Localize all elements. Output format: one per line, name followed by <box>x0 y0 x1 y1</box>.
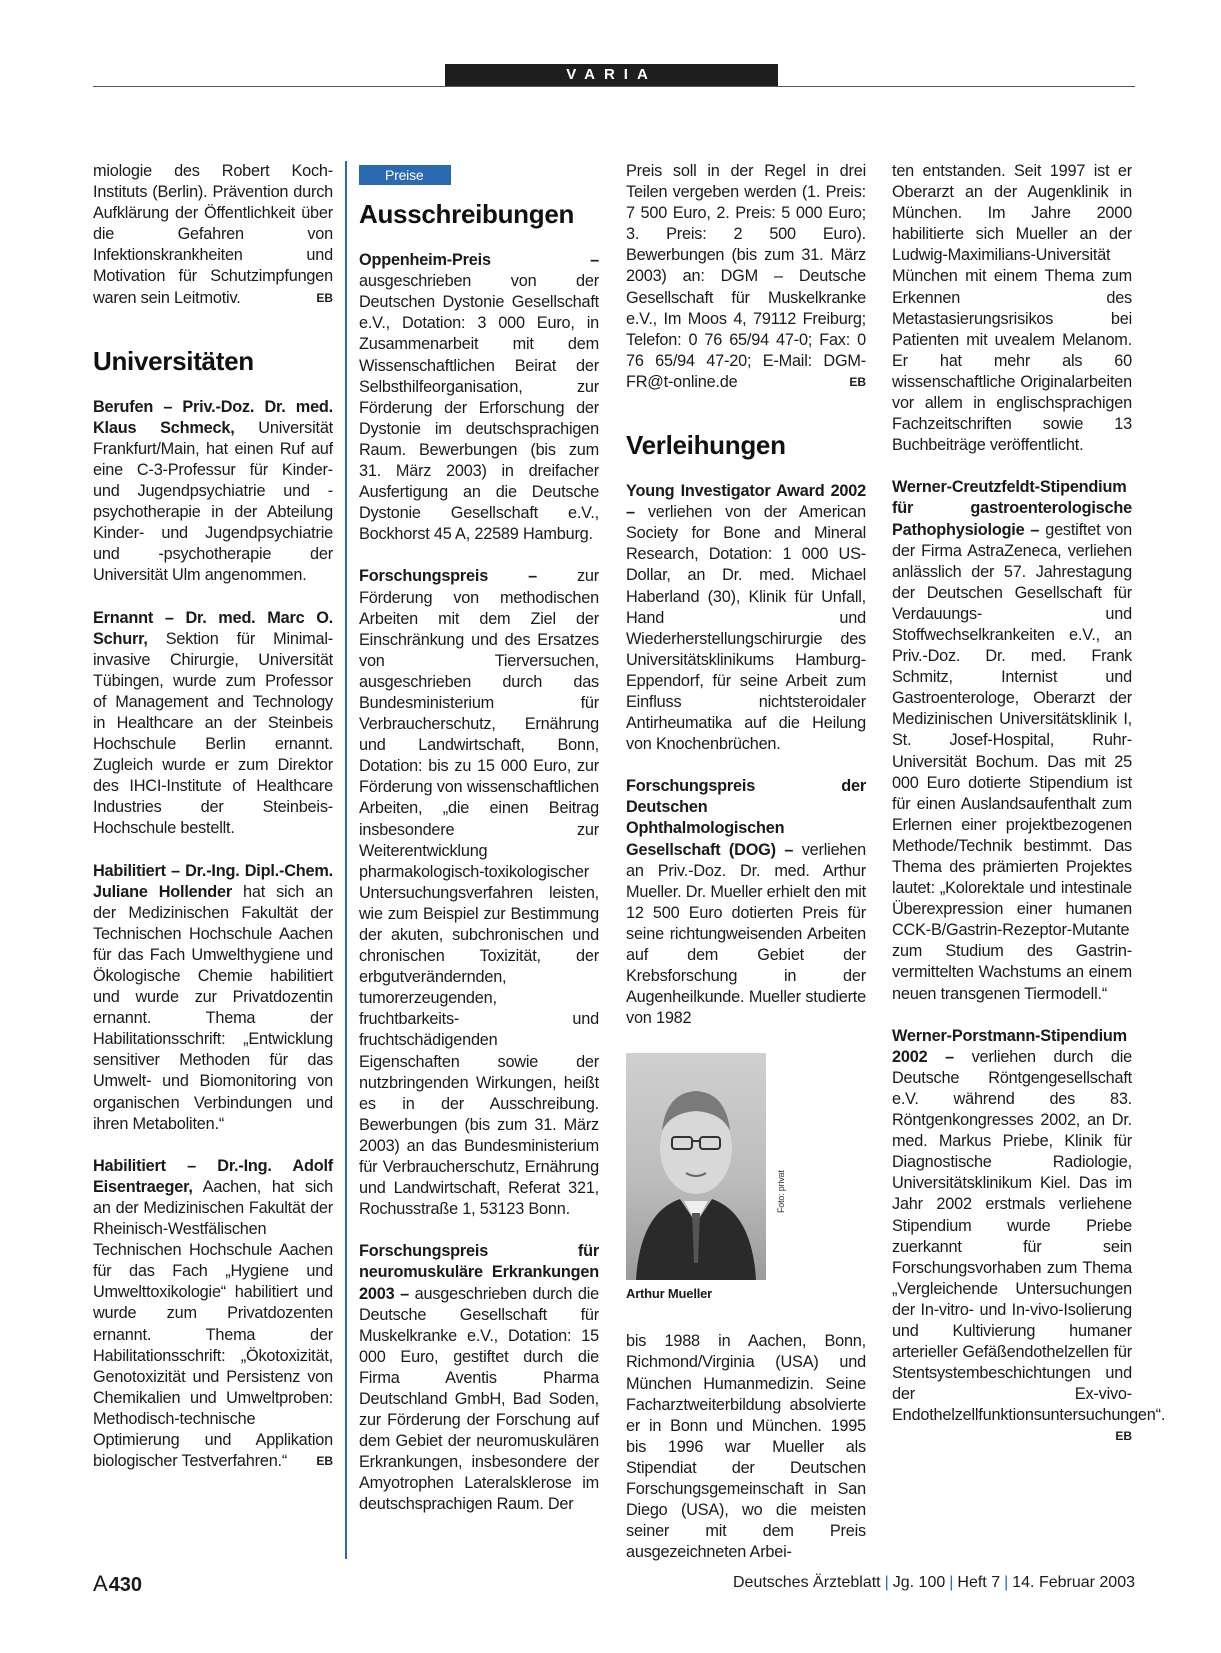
news-item <box>359 566 599 1220</box>
news-item <box>93 608 333 840</box>
news-item <box>892 477 1132 1004</box>
continued-text-body: Preis soll in der Regel in drei Teilen vergeben werden (1. Preis: 7 500 Euro, 2. Preis: 5 000 Euro; 3. Preis: 2 500 Euro). Bewerbungen (bis zum 31. März 2003) an: DGM – Deutsche Gesellschaft für Muskelkranke e.V., Im Moos 4, 79112 Freiburg; Telefon: 0 76 65/94 47-0; Fax: 0 76 65/94 47-20; E-Mail: DGM-FR@t-online.de <box>626 162 866 391</box>
portrait-figure <box>626 1053 866 1303</box>
photo-credit: Foto: privat <box>776 1170 786 1214</box>
portrait-photo <box>626 1053 766 1280</box>
news-item-lead: Ernannt – Dr. med. Marc O. Schurr, <box>93 608 333 648</box>
journal-volume: Jg. 100 <box>892 1574 946 1591</box>
column-4 <box>892 161 1166 1448</box>
news-item <box>626 776 866 1029</box>
news-item-lead: Forschungspreis für neuromuskuläre Erkrankungen 2003 – <box>359 1242 599 1303</box>
journal-info <box>733 1574 1135 1592</box>
news-item-body: Aachen, hat sich an der Medizinischen Fakultät der Rheinisch-Westfälischen Technischen Hochschule Aachen für das Fach „Hygiene und Umwelttoxikologie“ habilitiert und wurde zum Privatdozenten ernannt. Thema der Habilitationsschrift: „Ökotoxizität, Genotoxizität und Persistenz von Chemikalien und Umweltproben: Methodisch-technische Optimierung und Applikation biologischer Testverfahren.“ <box>93 1177 333 1471</box>
section-heading-verleihungen: Verleihungen <box>626 430 786 461</box>
continued-text <box>626 161 866 393</box>
news-item <box>359 1241 599 1515</box>
news-item-body: Sektion für Minimal-invasive Chirurgie, Universität Tübingen, wurde zum Professor of Management and Technology in Healthcare an der Steinbeis Hochschule Berlin ernannt. Zugleich wurde er zum Direktor des IHCI-Institute of Healthcare Industries der Steinbeis-Hochschule bestellt. <box>93 629 333 838</box>
photo-caption: Arthur Mueller <box>626 1286 713 1302</box>
author-signature: EB <box>849 374 866 389</box>
news-item-body: zur Förderung von methodischen Arbeiten mit dem Ziel der Einschränkung und des Ersatzes von Tierversuchen, ausgeschrieben durch das Bundesministerium für Verbraucherschutz, Ernährung und Landwirtschaft, Bonn, Dotation: bis zu 15 000 Euro, zur Förderung von wissenschaftlichen Arbeiten, „die einen Beitrag insbesondere zur Weiterentwicklung pharmakologisch-toxikologischer Untersuchungsverfahren leisten, wie zum Beispiel zur Bestimmung der akuten, subchronischen und chronischen Toxizität, der erbgutverändernden, tumorerzeugenden, fruchtbarkeits- und fruchtschädigenden Eigenschaften sowie der nutzbringenden Wirkungen, heißt es in der Ausschreibung. Bewerbungen (bis zum 31. März 2003) an das Bundesministerium für Verbraucherschutz, Ernährung und Landwirtschaft, Referat 321, Rochusstraße 1, 53123 Bonn. <box>359 567 600 1219</box>
journal-date: 14. Februar 2003 <box>1012 1574 1135 1591</box>
news-item-lead: Berufen – Priv.-Doz. Dr. med. Klaus Schmeck, <box>93 397 333 437</box>
column-1 <box>93 161 333 1472</box>
separator: | <box>949 1574 954 1591</box>
news-item-lead: Werner-Porstmann-Stipendium 2002 – <box>892 1026 1127 1066</box>
news-item-lead: Oppenheim-Preis – <box>359 251 599 270</box>
category-tag: Preise <box>359 165 451 185</box>
portrait-illustration <box>626 1053 766 1280</box>
news-item-lead: Werner-Creutzfeldt-Stipendium für gastroenterologische Pathophysiologie – <box>892 478 1132 539</box>
continued-text-body: miologie des Robert Koch-Instituts (Berlin). Prävention durch Aufklärung der Öffentlichkeit über die Gefahren von Infektionskrankheiten und Motivation für Schutzimpfungen waren sein Leitmotiv. <box>93 162 333 307</box>
header-rule <box>93 86 1135 87</box>
page-number <box>93 1571 142 1597</box>
news-item-body: verliehen durch die Deutsche Röntgengesellschaft e.V. während des 83. Röntgenkongresses 2002, an Dr. med. Markus Priebe, Klinik für Diagnostische Radiologie, Universitätsklinikum Kiel. Das im Jahr 2002 erstmals verliehene Stipendium wurde Priebe zuerkannt für sein Forschungsvorhaben zum Thema „Vergleichende Untersuchungen der In-vitro- und In-vivo-Isolierung und Kultivierung humaner arterieller Gefäßendothelzellen für Stentsystembeschichtungen und der Ex-vivo-Endothelzellfunktionsuntersuchungen“. <box>892 1047 1166 1425</box>
column-3 <box>626 161 866 1563</box>
page-prefix: A <box>93 1571 108 1596</box>
continued-text: bis 1988 in Aachen, Bonn, Richmond/Virginia (USA) und München Humanmedizin. Seine Facharztweiterbildung absolvierte er in Bonn und München. 1995 bis 1996 war Mueller als Stipendiat der Deutschen Forschungsgemeinschaft in San Diego (USA), wo die meisten seiner mit dem Preis ausgezeichneten Arbei- <box>626 1332 866 1562</box>
news-item-body: hat sich an der Medizinischen Fakultät der Technischen Hochschule Aachen für das Fach Umwelthygiene und Ökologische Chemie habilitiert und wurde zur Privatdozentin ernannt. Thema der Habilitationsschrift: „Entwicklung sensitiver Methoden für das Umwelt- und Biomonitoring von organischen Verbindungen und ihren Metaboliten.“ <box>93 882 333 1133</box>
journal-name: Deutsches Ärzteblatt <box>732 1574 881 1591</box>
news-item <box>359 250 599 545</box>
section-header: VARIA <box>445 64 778 86</box>
news-item <box>626 481 866 755</box>
news-item <box>93 397 333 587</box>
continued-text: ten entstanden. Seit 1997 ist er Oberarzt an der Augenklinik in München. Im Jahre 2000 habilitierte sich Mueller an der Ludwig-Maximilians-Universität München mit einem Thema zum Erkennen des Metastasierungsrisikos bei Patienten mit uvealem Melanom. Er hat mehr als 60 wissenschaftliche Originalarbeiten vor allem in englischsprachigen Fachzeitschriften sowie 13 Buchbeiträge veröffentlicht. <box>892 162 1132 455</box>
author-signature: EB <box>316 290 333 305</box>
news-item-lead: Forschungspreis der Deutschen Ophthalmologischen Gesellschaft (DOG) – <box>626 777 866 859</box>
separator: | <box>1004 1574 1009 1591</box>
separator: | <box>884 1574 889 1591</box>
news-item-body: gestiftet von der Firma AstraZeneca, verliehen anlässlich der 57. Jahrestagung der Deutschen Gesellschaft für Verdauungs- und Stoffwechselkrankeiten e.V., an Priv.-Doz. Dr. med. Frank Schmitz, Internist und Gastroenterologe, Oberarzt der Medizinischen Universitätsklinik I, St. Josef-Hospital, Ruhr-Universität Bochum. Das mit 25 000 Euro dotierte Stipendium ist für einen Auslandsaufenthalt zum Erlernen einer projektbezogenen Methode/Technik bestimmt. Das Thema des prämierten Projektes lautet: „Kolorektale und intestinale Überexpression einer humanen CCK-B/Gastrin-Rezeptor-Mutante zum Studium des Gastrin-vermittelten Wachstums an einem neuen transgenen Tiermodell.“ <box>892 520 1133 1003</box>
author-signature: EB <box>1115 1429 1132 1444</box>
section-heading-universitaeten: Universitäten <box>93 345 254 376</box>
column-divider <box>345 161 347 1559</box>
news-item <box>892 1026 1166 1444</box>
journal-issue: Heft 7 <box>957 1574 1001 1591</box>
news-item-lead: Habilitiert – Dr.-Ing. Dipl.-Chem. Juliane Hollender <box>93 861 333 901</box>
author-signature: EB <box>316 1454 333 1469</box>
news-item-lead: Forschungspreis – <box>359 567 537 586</box>
news-item-body: verliehen von der American Society for Bone and Mineral Research, Dotation: 1 000 US-Dollar, an Dr. med. Michael Haberland (30), Klinik für Unfall, Hand und Wiederherstellungschirurgie des Universitätsklinikums Hamburg-Eppendorf, für seine Arbeit zum Einfluss nichtsteroidaler Antirheumatika auf die Heilung von Knochenbrüchen. <box>626 503 866 754</box>
news-item-body: ausgeschrieben von der Deutschen Dystonie Gesellschaft e.V., Dotation: 3 000 Euro, in Zusammenarbeit mit dem Wissenschaftlichen Beirat der Selbsthilfeorganisation, zur Förderung der Erforschung der Dystonie im deutschsprachigen Raum. Bewerbungen (bis zum 31. März 2003) in dreifacher Ausfertigung an die Deutsche Dystonie Gesellschaft e.V., Bockhorst 45 A, 22589 Hamburg. <box>359 272 599 544</box>
news-item-lead: Habilitiert – Dr.-Ing. Adolf Eisentraeger, <box>93 1156 333 1196</box>
news-item-lead: Young Investigator Award 2002 – <box>626 482 866 522</box>
news-item-body: Universität Frankfurt/Main, hat einen Ruf auf eine C-3-Professur für Kinder- und Jugendpsychiatrie und -psychotherapie in der Abteilung Kinder- und Jugendpsychiatrie und -psychotherapie der Universität Ulm angenommen. <box>93 418 333 585</box>
news-item <box>93 1156 333 1472</box>
page-number-value: 430 <box>108 1574 143 1596</box>
news-item-body: ausgeschrieben durch die Deutsche Gesellschaft für Muskelkranke e.V., Dotation: 15 000 Euro, gestiftet durch die Firma Aventis Pharma Deutschland GmbH, Bad Soden, zur Förderung der Forschung auf dem Gebiet der neuromuskulären Erkrankungen, insbesondere der Amyotrophen Lateralsklerose im deutschsprachigen Raum. Der <box>359 1284 599 1514</box>
continued-text <box>93 161 333 309</box>
news-item-body: verliehen an Priv.-Doz. Dr. med. Arthur Mueller. Dr. Mueller erhielt den mit 12 500 Euro dotierten Preis für seine richtungweisenden Arbeiten auf dem Gebiet der Krebsforschung in der Augenheilkunde. Mueller studierte von 1982 <box>626 840 866 1028</box>
news-item <box>93 861 333 1135</box>
column-2 <box>359 161 599 1516</box>
section-heading-ausschreibungen: Ausschreibungen <box>359 199 575 230</box>
